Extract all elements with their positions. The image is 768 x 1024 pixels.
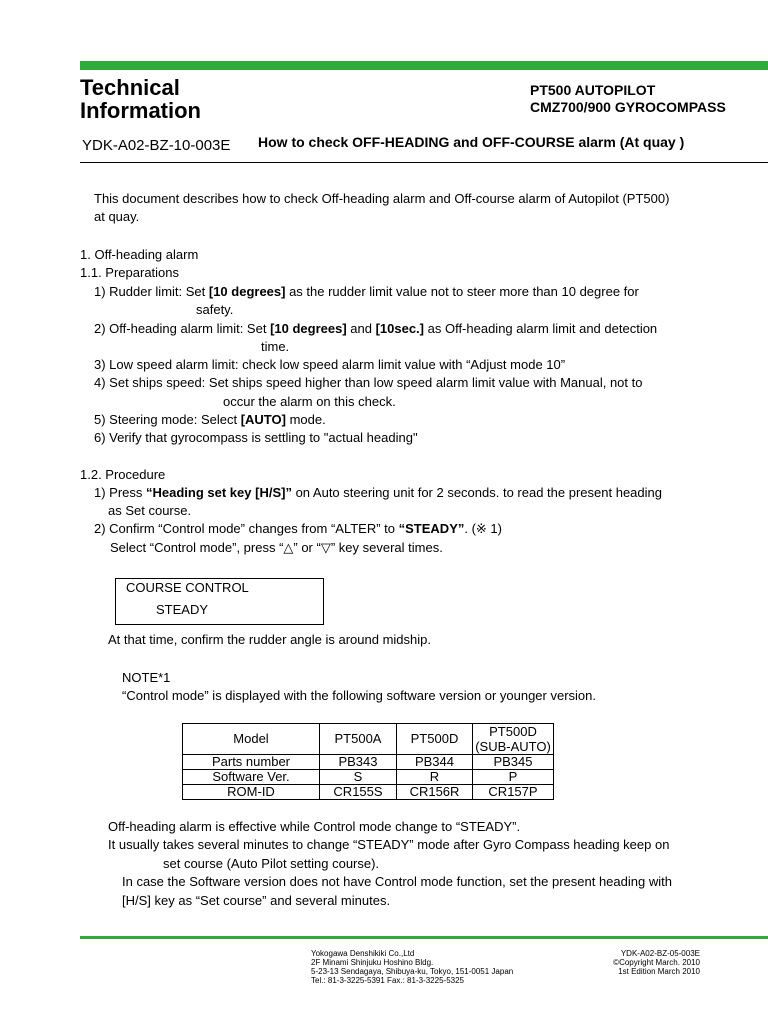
bottom-green-bar xyxy=(80,936,768,939)
table-header-cell: PT500D (SUB-AUTO) xyxy=(473,724,554,755)
footer-address: Yokogawa Denshikiki Co.,Ltd 2F Minami Shinjuku Hoshino Bldg. 5-23-13 Sendagaya, Shibuya-ku, Tokyo, 151-0051 Japan Tel.: 81-3-3225-5391 Fax.: 81-3-3225-5325 xyxy=(311,949,514,985)
document-title: How to check OFF-HEADING and OFF-COURSE alarm (At quay ) xyxy=(258,134,685,150)
closing-line-3: set course (Auto Pilot setting course). xyxy=(163,856,380,871)
rudder-angle-note: At that time, confirm the rudder angle is around midship. xyxy=(108,632,431,647)
prep-item-5: 5) Steering mode: Select [AUTO] mode. xyxy=(94,412,326,427)
product-name-autopilot: PT500 AUTOPILOT xyxy=(530,82,656,98)
document-id: YDK-A02-BZ-10-003E xyxy=(82,137,231,154)
page-title: Technical Information xyxy=(80,75,201,123)
procedure-step-1-cont: as Set course. xyxy=(108,503,192,518)
closing-line-5: [H/S] key as “Set course” and several minutes. xyxy=(122,893,391,908)
header-divider xyxy=(80,162,768,163)
table-header-cell: PT500A xyxy=(320,724,397,755)
prep-item-6: 6) Verify that gyrocompass is settling to "actual heading" xyxy=(94,430,418,445)
table-cell: ROM-ID xyxy=(183,785,320,800)
procedure-heading: 1.2. Procedure xyxy=(80,467,166,482)
display-line-mode: COURSE CONTROL xyxy=(126,580,249,595)
table-row xyxy=(183,770,554,785)
procedure-step-2: 2) Confirm “Control mode” changes from “ALTER” to “STEADY”. (※ 1) xyxy=(94,521,502,536)
note-label: NOTE*1 xyxy=(122,670,171,685)
prep-item-3: 3) Low speed alarm limit: check low speed alarm limit value with “Adjust mode 10” xyxy=(94,357,566,372)
section-heading: 1. Off-heading alarm xyxy=(80,247,199,262)
procedure-step-2-cont: Select “Control mode”, press “△” or “▽” key several times. xyxy=(110,540,443,555)
closing-line-2: It usually takes several minutes to change “STEADY” mode after Gyro Compass heading keep on xyxy=(108,837,670,852)
prep-item-2: 2) Off-heading alarm limit: Set [10 degrees] and [10sec.] as Off-heading alarm limit and detection xyxy=(94,321,658,336)
prep-item-4-cont: occur the alarm on this check. xyxy=(223,394,396,409)
prep-item-4: 4) Set ships speed: Set ships speed higher than low speed alarm limit value with Manual, not to xyxy=(94,375,643,390)
table-cell: Software Ver. xyxy=(183,770,320,785)
table-cell: Parts number xyxy=(183,755,320,770)
software-version-table xyxy=(182,723,554,800)
prep-item-1-cont: safety. xyxy=(196,302,234,317)
table-header-row xyxy=(183,724,554,755)
table-cell: R xyxy=(397,770,473,785)
footer-doc-info: YDK-A02-BZ-05-003E ©Copyright March. 2010 1st Edition March 2010 xyxy=(613,949,700,976)
table-cell: S xyxy=(320,770,397,785)
prep-item-1: 1) Rudder limit: Set [10 degrees] as the rudder limit value not to steer more than 10 degree for xyxy=(94,284,639,299)
table-row xyxy=(183,755,554,770)
table-cell: CR155S xyxy=(320,785,397,800)
product-name-gyrocompass: CMZ700/900 GYROCOMPASS xyxy=(530,99,726,115)
closing-line-1: Off-heading alarm is effective while Control mode change to “STEADY”. xyxy=(108,819,521,834)
table-cell: P xyxy=(473,770,554,785)
procedure-step-1: 1) Press “Heading set key [H/S]” on Auto steering unit for 2 seconds. to read the present heading xyxy=(94,485,662,500)
top-green-bar xyxy=(80,61,768,70)
prep-item-2-cont: time. xyxy=(261,339,290,354)
table-cell: PB344 xyxy=(397,755,473,770)
table-row xyxy=(183,785,554,800)
table-cell: PB345 xyxy=(473,755,554,770)
table-header-cell: PT500D xyxy=(397,724,473,755)
closing-line-4: In case the Software version does not have Control mode function, set the present heading with xyxy=(122,874,672,889)
table-cell: CR156R xyxy=(397,785,473,800)
table-header-cell: Model xyxy=(183,724,320,755)
subsection-heading: 1.1. Preparations xyxy=(80,265,180,280)
note-text: “Control mode” is displayed with the following software version or younger version. xyxy=(122,688,596,703)
display-line-state: STEADY xyxy=(156,602,209,617)
display-readout-box xyxy=(115,578,324,625)
intro-text: This document describes how to check Off-heading alarm and Off-course alarm of Autopilot (PT500) at quay. xyxy=(94,191,670,224)
table-cell: PB343 xyxy=(320,755,397,770)
table-cell: CR157P xyxy=(473,785,554,800)
